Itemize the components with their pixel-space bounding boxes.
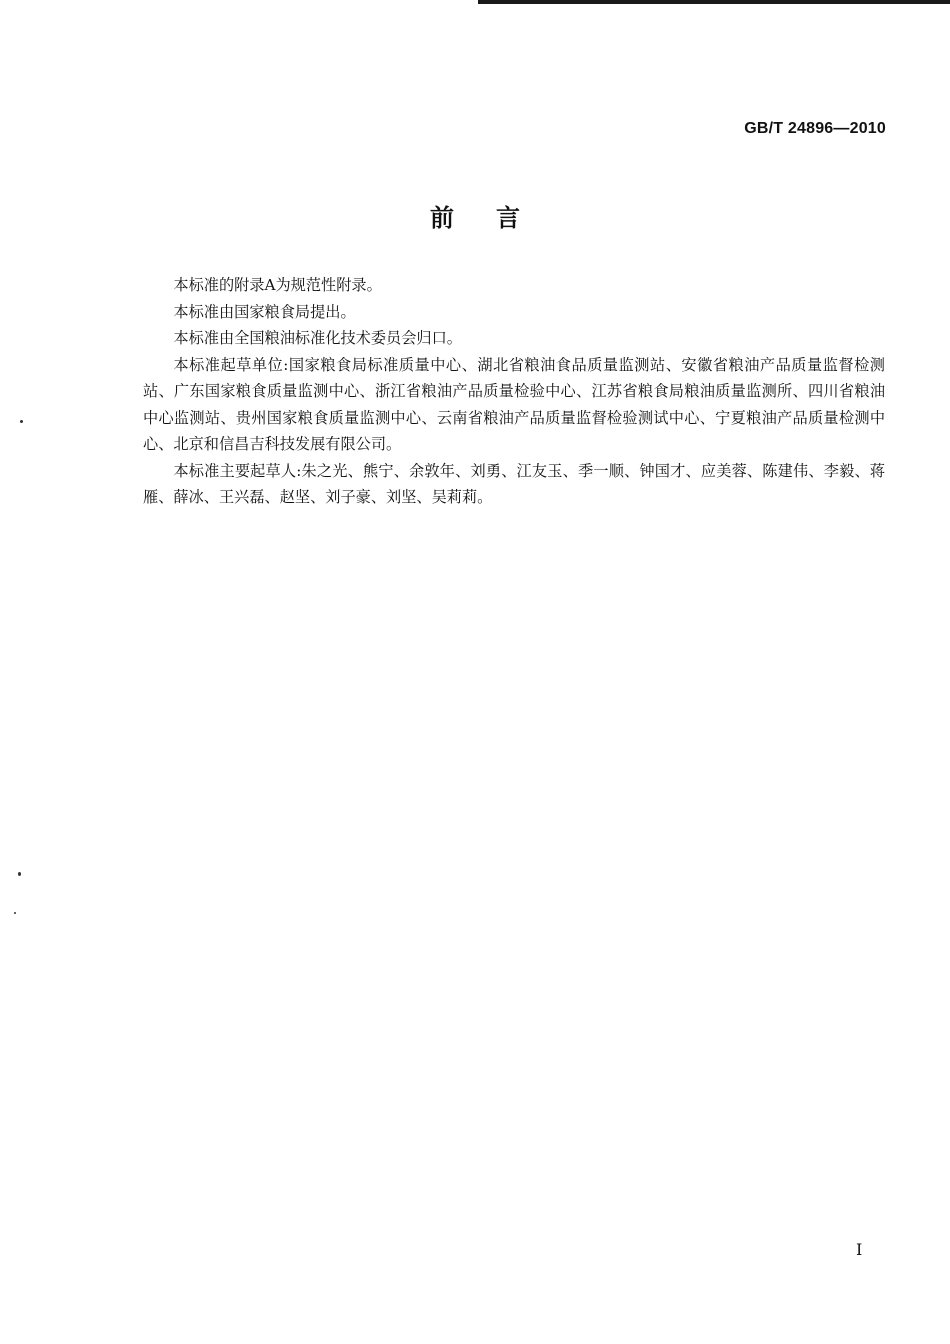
paragraph-drafting-units: 本标准起草单位:国家粮食局标准质量中心、湖北省粮油食品质量监测站、安徽省粮油产品质量监督检测站、广东国家粮食质量监测中心、浙江省粮油产品质量检验中心、江苏省粮食局粮油质量监测所、四川省粮油中心监测站、贵州国家粮食质量监测中心、云南省粮油产品质量监督检验测试中心、宁夏粮油产品质量检测中心、北京和信昌吉科技发展有限公司。 bbox=[143, 355, 885, 453]
foreword-body bbox=[143, 272, 885, 511]
scan-speck bbox=[18, 872, 21, 876]
scan-speck bbox=[20, 420, 23, 423]
paragraph-proposer: 本标准由国家粮食局提出。 bbox=[173, 302, 356, 321]
scan-edge-line bbox=[478, 0, 950, 4]
paragraph-drafters: 本标准主要起草人:朱之光、熊宁、余敦年、刘勇、江友玉、季一顺、钟国才、应美蓉、陈建伟、李毅、蒋雁、薛冰、王兴磊、赵坚、刘子豪、刘坚、吴莉莉。 bbox=[143, 461, 885, 506]
paragraph-appendix: 本标准的附录A为规范性附录。 bbox=[173, 276, 382, 294]
document-code: GB/T 24896—2010 bbox=[744, 120, 886, 137]
scan-speck bbox=[14, 912, 16, 914]
page-number: I bbox=[856, 1240, 863, 1259]
paragraph-committee: 本标准由全国粮油标准化技术委员会归口。 bbox=[173, 329, 462, 347]
page-title: 前言 bbox=[430, 204, 562, 232]
